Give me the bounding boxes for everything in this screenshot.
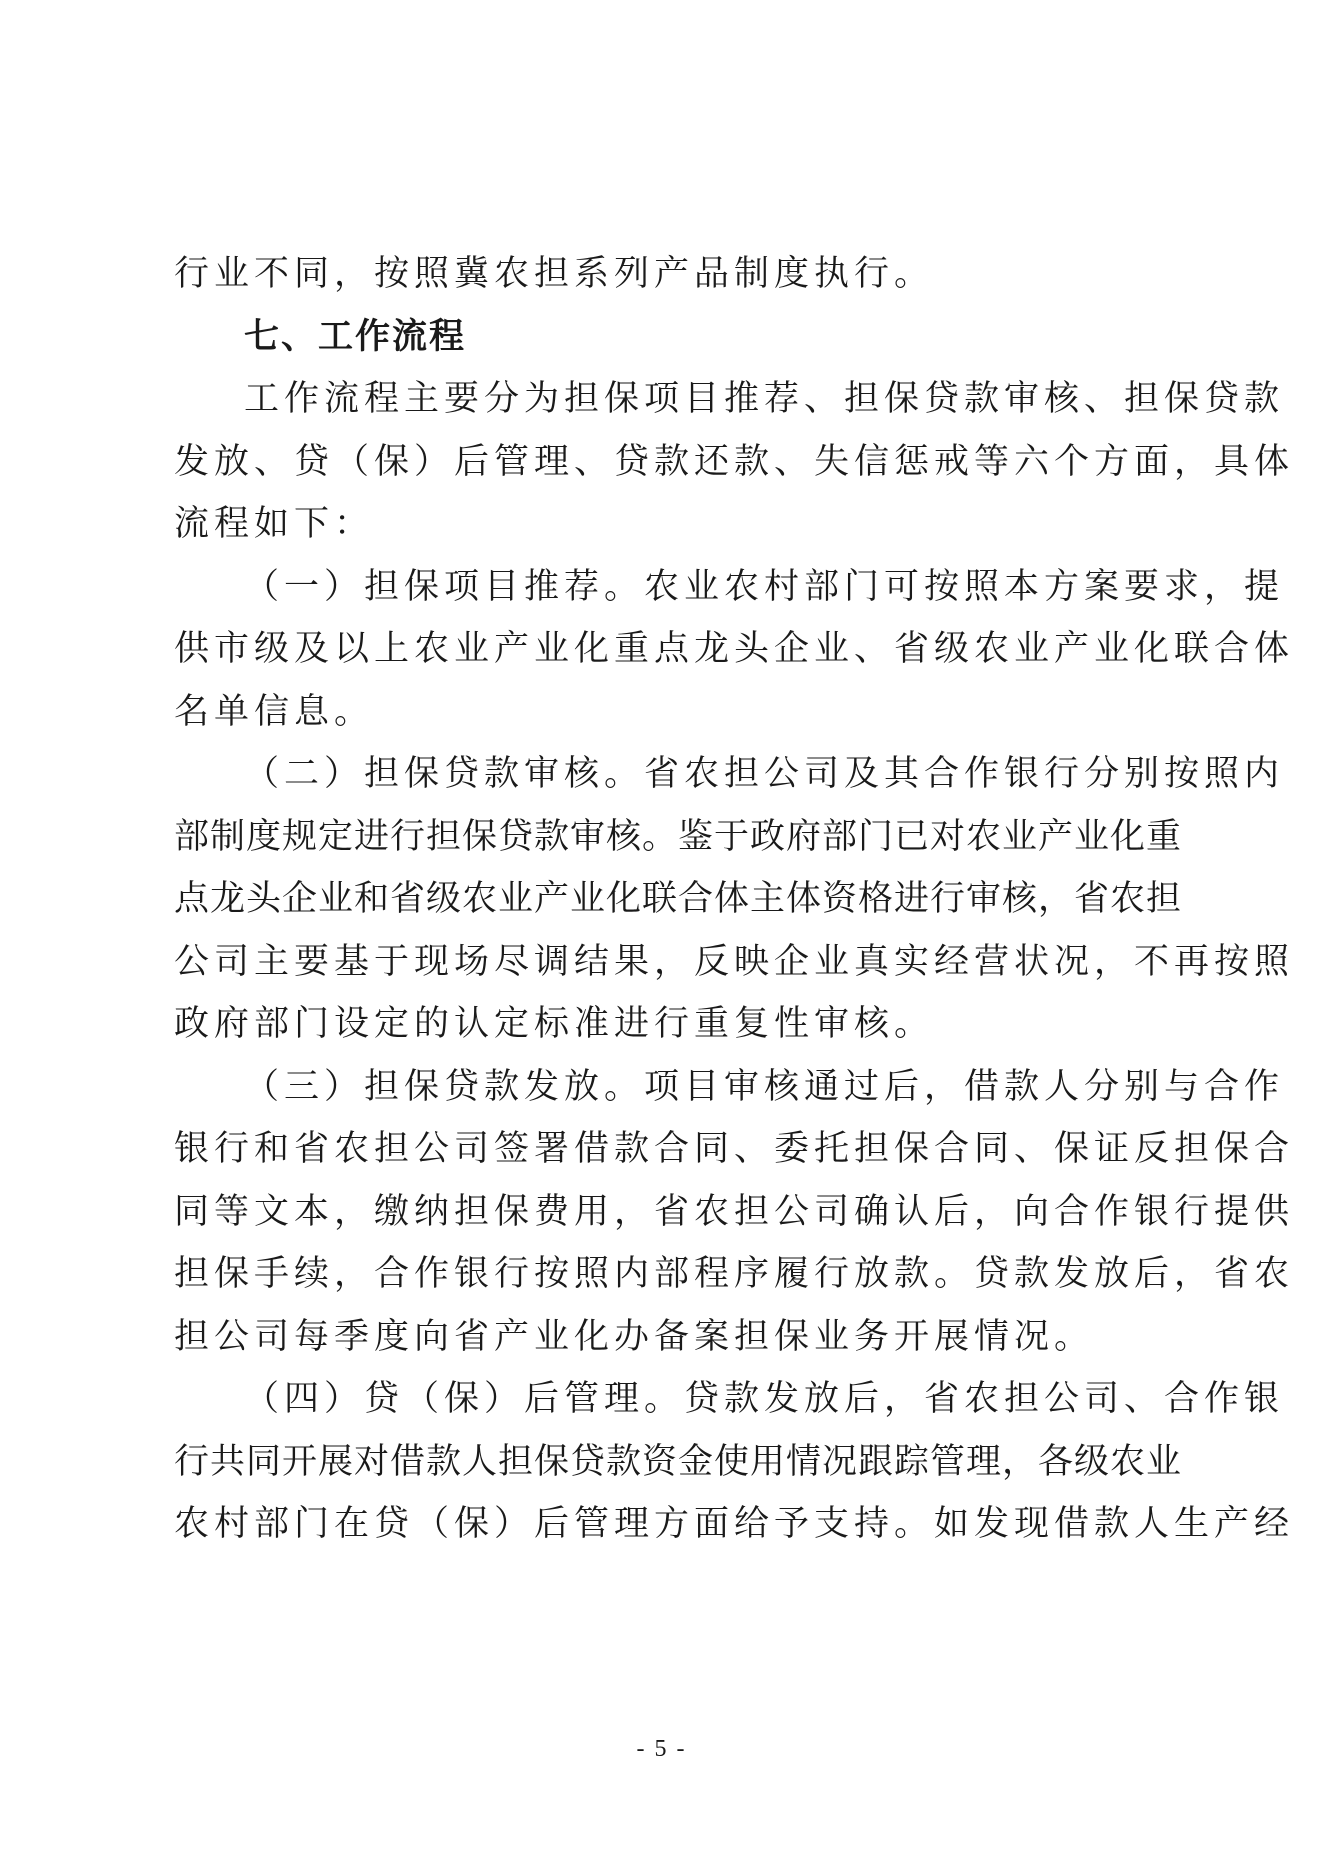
paragraph-line: 名单信息。 bbox=[174, 691, 375, 732]
page-number: - 5 - bbox=[636, 1736, 687, 1762]
paragraph-line: （四）贷（保）后管理。贷款发放后，省农担公司、合作银 bbox=[244, 1379, 1285, 1419]
paragraph-line: 农村部门在贷（保）后管理方面给予支持。如发现借款人生产经 bbox=[174, 1504, 1295, 1544]
paragraph-line: 公司主要基于现场尽调结果，反映企业真实经营状况，不再按照 bbox=[174, 941, 1295, 982]
paragraph-line: 部制度规定进行担保贷款审核。鉴于政府部门已对农业产业化重 bbox=[174, 816, 1183, 857]
paragraph-line: 政府部门设定的认定标准进行重复性审核。 bbox=[174, 1004, 935, 1044]
document-body bbox=[174, 243, 1295, 1556]
paragraph-line: 流程如下： bbox=[174, 504, 375, 544]
paragraph-line: 发放、贷（保）后管理、贷款还款、失信惩戒等六个方面，具体 bbox=[174, 441, 1295, 482]
paragraph-line: 担公司每季度向省产业化办备案担保业务开展情况。 bbox=[174, 1316, 1095, 1357]
paragraph-line: 担保手续，合作银行按照内部程序履行放款。贷款发放后，省农 bbox=[174, 1254, 1295, 1294]
section-heading: 七、工作流程 bbox=[244, 316, 467, 357]
paragraph-line: （二）担保贷款审核。省农担公司及其合作银行分别按照内 bbox=[244, 754, 1285, 794]
paragraph-line: 行业不同，按照冀农担系列产品制度执行。 bbox=[174, 254, 935, 294]
paragraph-line: 工作流程主要分为担保项目推荐、担保贷款审核、担保贷款 bbox=[244, 379, 1285, 419]
paragraph-line: （一）担保项目推荐。农业农村部门可按照本方案要求，提 bbox=[244, 566, 1285, 607]
paragraph-line: 供市级及以上农业产业化重点龙头企业、省级农业产业化联合体 bbox=[174, 629, 1295, 669]
paragraph-line: 行共同开展对借款人担保贷款资金使用情况跟踪管理，各级农业 bbox=[174, 1441, 1183, 1482]
paragraph-line: 银行和省农担公司签署借款合同、委托担保合同、保证反担保合 bbox=[174, 1129, 1295, 1169]
paragraph-line: （三）担保贷款发放。项目审核通过后，借款人分别与合作 bbox=[244, 1066, 1285, 1107]
paragraph-line: 同等文本，缴纳担保费用，省农担公司确认后，向合作银行提供 bbox=[174, 1191, 1295, 1232]
paragraph-line: 点龙头企业和省级农业产业化联合体主体资格进行审核，省农担 bbox=[174, 879, 1183, 919]
